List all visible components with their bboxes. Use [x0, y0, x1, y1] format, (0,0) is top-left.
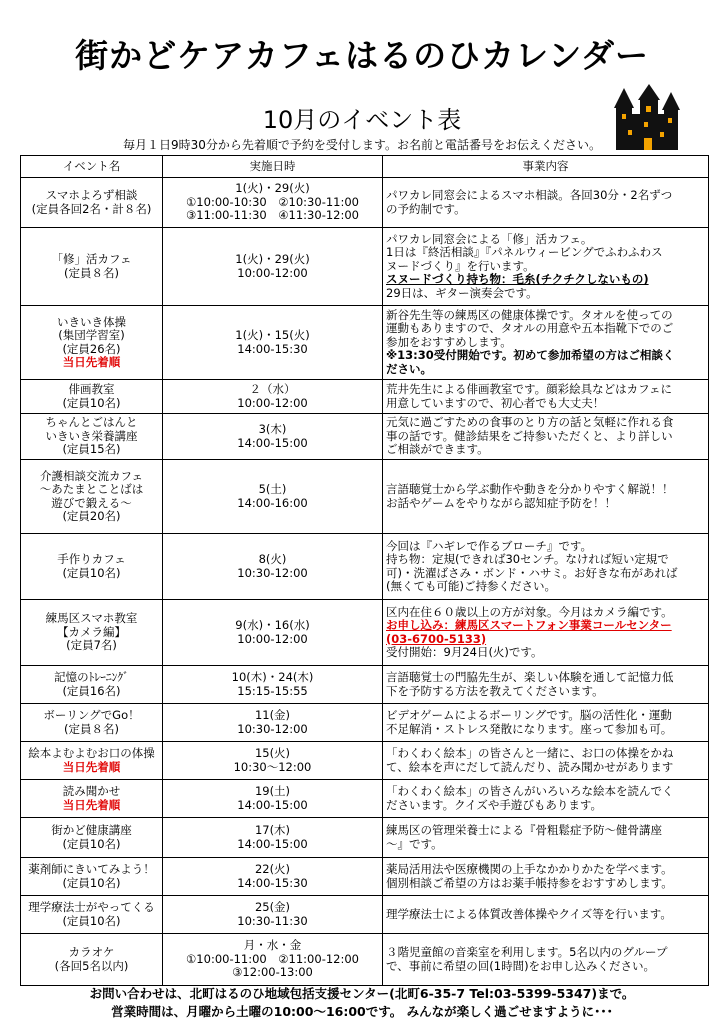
event-date-line: 5(土) [258, 482, 287, 496]
event-name-line: (定員10名) [62, 913, 121, 928]
event-description-line: 練馬区の管理栄養士による『骨粗鬆症予防～健骨講座 [386, 823, 662, 837]
event-description-line: お申し込み：練馬区スマートフォン事業コールセンター [386, 618, 672, 632]
event-date-line: ①10:00-10:30 ②10:30-11:00 [186, 194, 359, 209]
event-date-line: 14:00-15:00 [237, 435, 308, 450]
event-name-cell [21, 600, 163, 666]
event-date-line: 3(木) [258, 422, 287, 436]
event-description-line: 「わくわく絵本」の皆さんがいろいろな絵本を読んでく [386, 784, 674, 798]
event-description-cell [383, 460, 709, 534]
event-name-cell [21, 780, 163, 818]
event-date-line: 10:30-12:00 [237, 565, 308, 580]
event-name-line: 当日先着順 [62, 797, 121, 812]
event-name-cell [21, 380, 163, 414]
event-date-line: 14:00-15:00 [237, 836, 308, 851]
event-description-cell [383, 780, 709, 818]
event-name-cell [21, 818, 163, 858]
event-date-line: 1(火)・15(火) [235, 328, 310, 342]
event-name-line: 当日先着順 [62, 759, 121, 774]
event-name-line: 薬剤師にきいてみよう！ [28, 862, 155, 876]
event-description-line: ※13:30受付開始です。初めて参加希望の方はご相談く [386, 348, 675, 363]
page-title: 街かどケアカフェはるのひカレンダー [75, 36, 649, 75]
event-description-line: ３階児童館の音楽室を利用します。5名以内のグループ [386, 945, 668, 959]
event-date-line: 月・水・金 [243, 938, 302, 953]
event-date-cell [163, 178, 383, 228]
event-description-line: 個別相談ご希望の方はお薬手帳持参をおすすめします。 [386, 875, 673, 890]
event-description-line: 参加をおすすめします。 [386, 334, 512, 349]
event-description-line: 可)・洗濯ばさみ・ボンド・ハサミ。お好きな布があれば [386, 565, 678, 580]
event-date-cell [163, 228, 383, 306]
event-name-line: 街かど健康講座 [51, 823, 132, 837]
event-name-line: 絵本よむよむお口の体操 [28, 746, 155, 760]
event-description-line: ヌードづくり』を行います。 [386, 258, 535, 273]
event-description-line: (03-6700-5133) [386, 631, 487, 646]
event-name-line: (定員15名) [62, 442, 121, 457]
event-name-line: (定員10名) [62, 875, 121, 890]
event-name-line: (定員10名) [62, 395, 121, 410]
event-description-cell [383, 896, 709, 934]
event-description-line: 持ち物：定規(できれば30センチ。なければ短い定規で [386, 552, 669, 566]
event-description-line: ださいます。クイズや手遊びもあります。 [386, 797, 602, 812]
event-date-cell [163, 600, 383, 666]
notice-text: 毎月１日9時30分から先着順で予約を受付します。お名前と電話番号をお伝えください。 [123, 138, 601, 152]
event-description-line: 用意していますので、初心者でも大丈夫！ [386, 395, 605, 410]
event-description-line: て、絵本を声にだして読んだり、読み聞かせがあります [386, 759, 674, 774]
event-description-line: 1日は『終活相談』『パネルウィービングでふわふわス [386, 245, 663, 260]
event-date-cell [163, 934, 383, 986]
event-description-cell [383, 228, 709, 306]
footer-hours: 営業時間は、月曜から土曜の10:00～16:00です。 みんなが楽しく過ごせますように･･･ [111, 1004, 613, 1019]
event-date-line: 10(木)・24(木) [231, 670, 314, 684]
event-description-cell [383, 704, 709, 742]
event-name-line: (定員10名) [62, 565, 121, 580]
event-description-cell [383, 380, 709, 414]
event-name-line: (定員7名) [66, 638, 117, 653]
event-date-line: ①10:00-11:00 ②11:00-12:00 [186, 951, 359, 966]
table-row [21, 414, 709, 460]
header-date: 実施日時 [163, 156, 383, 178]
event-description-line: 荒井先生による俳画教室です。顔彩絵具などはカフェに [386, 382, 673, 396]
event-name-line: (定員各回2名・計８名) [31, 201, 152, 216]
table-row [21, 896, 709, 934]
event-description-line: (無くても可能)ご持参ください。 [386, 579, 556, 593]
event-date-cell [163, 780, 383, 818]
event-date-cell [163, 534, 383, 600]
event-description-cell [383, 818, 709, 858]
event-date-line: 14:00-15:30 [237, 341, 308, 356]
event-description-line: 「わくわく絵本」の皆さんと一緒に、お口の体操をかね [386, 746, 674, 760]
event-name-line: 「修」活カフェ [51, 252, 132, 266]
event-date-line: 1(火)・29(火) [235, 181, 310, 196]
event-name-line: (定員８名) [64, 265, 119, 280]
event-name-cell [21, 306, 163, 380]
event-name-line: (定員20名) [62, 509, 121, 523]
event-name-line: 【カメラ編】 [57, 624, 126, 639]
footer-contact: お問い合わせは、北町はるのひ地域包括支援センター(北町6-35-7 Tel:03-5399-5347)まで。 [89, 986, 635, 1001]
event-name-cell [21, 460, 163, 534]
page-subtitle: 10月のイベント表 [262, 106, 462, 134]
table-row [21, 780, 709, 818]
event-description-line: 新谷先生等の練馬区の健康体操です。タオルを使っての [386, 307, 673, 322]
event-date-cell [163, 704, 383, 742]
event-description-line: 言語聴覚士から学ぶ動作や動きを分かりやすく解説！！ [386, 482, 674, 496]
event-name-line: (定員10名) [62, 836, 121, 851]
event-description-line: 今回は『ハギレで作るブローチ』です。 [386, 538, 592, 553]
event-name-line: 介護相談交流カフェ [40, 468, 143, 483]
event-date-line: 10:30-11:30 [237, 913, 308, 928]
event-name-cell [21, 896, 163, 934]
event-name-line: 読み聞かせ [62, 784, 121, 798]
event-date-cell [163, 742, 383, 780]
event-description-line: 言語聴覚士の門脇先生が、楽しい体験を通して記憶力低 [386, 670, 674, 684]
event-name-line: スマホよろず相談 [45, 188, 138, 202]
event-date-cell [163, 414, 383, 460]
event-date-line: 10:00-12:00 [237, 631, 308, 646]
table-row [21, 934, 709, 986]
event-description-cell [383, 934, 709, 986]
event-date-line: ③11:00-11:30 ④11:30-12:00 [186, 208, 359, 223]
event-description-line: ださい。 [386, 361, 432, 376]
event-date-line: 22(火) [254, 862, 291, 876]
event-description-line: の予約制です。 [386, 201, 466, 216]
event-description-line: 区内在住６０歳以上の方が対象。今月はカメラ編です。 [386, 604, 673, 619]
event-description-line: スヌードづくり持ち物：毛糸(チクチクしないもの) [386, 272, 649, 287]
event-description-cell [383, 534, 709, 600]
table-row [21, 818, 709, 858]
event-date-line: 14:00-15:30 [237, 875, 308, 890]
event-description-cell [383, 666, 709, 704]
event-name-line: いきいき体操 [57, 314, 126, 329]
event-date-cell [163, 460, 383, 534]
event-date-line: 25(金) [254, 900, 291, 914]
event-name-cell [21, 414, 163, 460]
event-description-line: 受付開始：9月24日(火)です。 [386, 645, 543, 659]
table-header-row [21, 156, 709, 178]
table-row [21, 666, 709, 704]
event-name-cell [21, 858, 163, 896]
event-name-line: (集団学習室) [58, 328, 125, 342]
event-date-line: 10:30～12:00 [233, 759, 312, 774]
header-description: 事業内容 [383, 156, 709, 178]
event-description-line: ～』です。 [386, 836, 443, 851]
event-name-cell [21, 228, 163, 306]
event-date-cell [163, 306, 383, 380]
event-date-line: 14:00-16:00 [237, 495, 308, 510]
event-date-cell [163, 896, 383, 934]
event-date-line: 8(火) [258, 552, 287, 566]
event-date-line: 10:00-12:00 [237, 395, 308, 410]
event-name-line: 練馬区スマホ教室 [45, 611, 138, 626]
event-name-cell [21, 742, 163, 780]
event-description-line: お話やゲームをやりながら認知症予防を！！ [386, 495, 616, 510]
table-row [21, 380, 709, 414]
event-description-line: 薬局活用法や医療機関の上手なかかりかたを学べます。 [386, 862, 673, 876]
event-description-line: パワカレ同窓会によるスマホ相談。各回30分・2名ずつ [386, 188, 673, 202]
event-date-line: 1(火)・29(火) [235, 252, 310, 266]
event-name-cell [21, 534, 163, 600]
event-description-line: で、事前に希望の回(1時間)をお申し込みください。 [386, 958, 656, 973]
event-name-line: (各回5名以内) [54, 958, 129, 973]
event-name-line: (定員８名) [64, 721, 119, 736]
table-row [21, 228, 709, 306]
event-date-line: 17(木) [254, 823, 291, 837]
event-date-line: 14:00-15:00 [237, 797, 308, 812]
event-date-line: 10:00-12:00 [237, 265, 308, 280]
event-name-line: (定員16名) [62, 683, 121, 698]
event-description-cell [383, 858, 709, 896]
event-description-line: 不足解消・ストレス発散になります。座って参加も可。 [386, 721, 673, 736]
event-description-line: 理学療法士による体質改善体操やクイズ等を行います。 [386, 906, 672, 921]
event-description-line: 運動もありますので、タオルの用意や五本指靴下でのご [386, 321, 674, 336]
event-name-cell [21, 178, 163, 228]
header-event-name: イベント名 [21, 156, 163, 178]
table-row [21, 600, 709, 666]
event-description-cell [383, 178, 709, 228]
event-date-line: 10:30-12:00 [237, 721, 308, 736]
event-date-line: 11(金) [254, 708, 291, 722]
event-date-line: ２（水） [249, 382, 296, 396]
table-row [21, 460, 709, 534]
event-description-line: 29日は、ギター演奏会です。 [386, 285, 538, 300]
event-date-line: 19(土) [254, 784, 291, 798]
table-row [21, 306, 709, 380]
table-row [21, 742, 709, 780]
event-date-cell [163, 858, 383, 896]
event-description-line: ビデオゲームによるボーリングです。脳の活性化・運動 [386, 708, 672, 722]
table-row [21, 858, 709, 896]
table-row [21, 178, 709, 228]
table-row [21, 704, 709, 742]
event-date-line: 15(火) [254, 746, 291, 760]
event-name-line: 手作りカフェ [57, 552, 126, 566]
event-date-cell [163, 380, 383, 414]
event-description-cell [383, 742, 709, 780]
event-name-line: 遊びで鍛える～ [51, 495, 132, 510]
event-name-line: カラオケ [68, 945, 115, 959]
table-row [21, 534, 709, 600]
event-name-line: 理学療法士がやってくる [28, 900, 155, 914]
event-date-line: 9(水)・16(水) [235, 618, 310, 632]
event-description-line: 事の話です。健診結果をご持参いただくと、より詳しい [386, 428, 673, 443]
event-name-line: ちゃんとごはんと [45, 415, 138, 430]
event-date-cell [163, 666, 383, 704]
event-description-line: ご相談ができます。 [386, 442, 489, 457]
event-name-line: いきいき栄養講座 [45, 428, 138, 443]
event-name-line: (定員26名) [62, 341, 121, 356]
event-table [20, 155, 709, 986]
event-description-line: パワカレ同窓会による「修」活カフェ。 [386, 231, 593, 246]
event-name-line: 俳画教室 [68, 382, 115, 396]
event-name-line: 当日先着順 [62, 355, 121, 369]
event-description-cell [383, 414, 709, 460]
event-date-cell [163, 818, 383, 858]
event-description-cell [383, 306, 709, 380]
event-name-cell [21, 934, 163, 986]
event-description-cell [383, 600, 709, 666]
event-name-cell [21, 704, 163, 742]
event-name-line: ～あたまとことばは [39, 482, 144, 496]
event-name-line: 記憶のﾄﾚｰﾆﾝｸﾞ [54, 670, 129, 684]
event-date-line: 15:15-15:55 [237, 683, 308, 698]
event-name-cell [21, 666, 163, 704]
event-date-line: ③12:00-13:00 [232, 965, 313, 980]
event-name-line: ボーリングでGo！ [43, 708, 140, 722]
event-description-line: 下を予防する方法を教えてくださいます。 [386, 683, 604, 698]
event-description-line: 元気に過ごすための食事のとり方の話と気軽に作れる食 [386, 415, 674, 430]
